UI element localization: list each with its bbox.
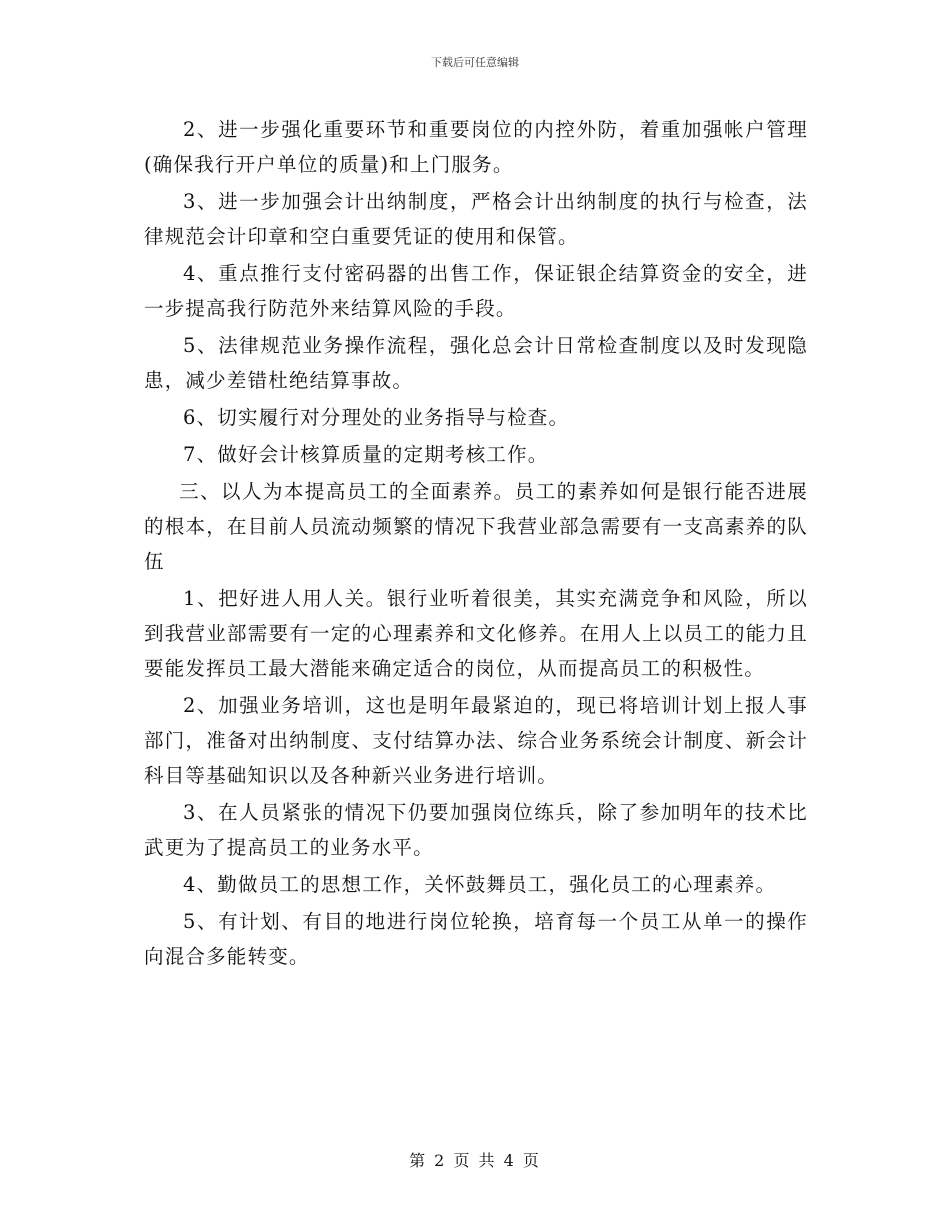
paragraph: 6、切实履行对分理处的业务指导与检查。 bbox=[183, 406, 570, 429]
document-body bbox=[144, 112, 808, 976]
paragraph: 7、做好会计核算质量的定期考核工作。 bbox=[183, 443, 549, 466]
paragraph: 2、加强业务培训，这也是明年最紧迫的，现已将培训计划上报人事部门，准备对出纳制度、支付结算办法、综合业务系统会计制度、新会计科目等基础知识以及各种新兴业务进行培训。 bbox=[144, 694, 808, 787]
paragraph: 5、有计划、有目的地进行岗位轮换，培育每一个员工从单一的操作向混合多能转变。 bbox=[144, 910, 808, 968]
paragraph: 4、勤做员工的思想工作，关怀鼓舞员工，强化员工的心理素养。 bbox=[183, 873, 777, 896]
paragraph: 4、重点推行支付密码器的出售工作，保证银企结算资金的安全，进一步提高我行防范外来结算风险的手段。 bbox=[144, 262, 808, 320]
paragraph: 1、把好进人用人关。银行业听着很美，其实充满竞争和风险，所以到我营业部需要有一定的心理素养和文化修养。在用人上以员工的能力且要能发挥员工最大潜能来确定适合的岗位，从而提高员工的积极性。 bbox=[144, 587, 808, 680]
page-footer: 第 2 页 共 4 页 bbox=[409, 1151, 541, 1170]
page-header: 下载后可任意编辑 bbox=[431, 56, 519, 69]
paragraph: 3、进一步加强会计出纳制度，严格会计出纳制度的执行与检查，法律规范会计印章和空白重要凭证的使用和保管。 bbox=[144, 190, 808, 248]
section-heading-paragraph: 三、以人为本提高员工的全面素养。员工的素养如何是银行能否进展的根本，在目前人员流动频繁的情况下我营业部急需要有一支高素养的队伍 bbox=[144, 480, 808, 573]
paragraph: 5、法律规范业务操作流程，强化总会计日常检查制度以及时发现隐患，减少差错杜绝结算事故。 bbox=[144, 334, 808, 392]
paragraph: 3、在人员紧张的情况下仍要加强岗位练兵，除了参加明年的技术比武更为了提高员工的业务水平。 bbox=[144, 801, 808, 859]
paragraph: 2、进一步强化重要环节和重要岗位的内控外防，着重加强帐户管理(确保我行开户单位的质量)和上门服务。 bbox=[144, 118, 808, 176]
